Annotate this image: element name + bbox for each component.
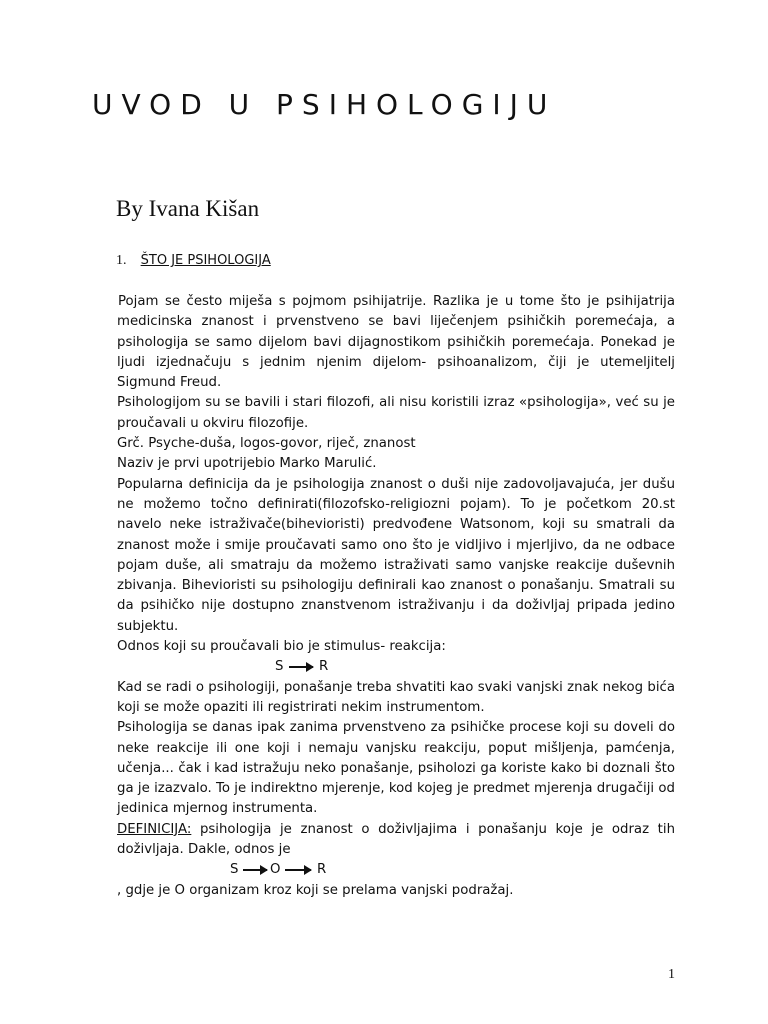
page-number: 1	[668, 967, 675, 982]
definition-text: psihologija je znanost o doživljajima i ponašanju koje je odraz tih doživljaja. Dakle, odnos je	[117, 821, 675, 858]
paragraph	[117, 454, 675, 474]
arrow-icon	[243, 869, 267, 871]
paragraph-text: Kad se radi o psihologiji, ponašanje treba shvatiti kao svaki vanjski znak nekog bića koji se može opaziti ili registrirati nekim instrumentom.	[117, 679, 675, 715]
paragraph-text: Psihologija se danas ipak zanima prvenstveno za psihičke procese koji su doveli do neke reakcije ili one koji i nemaju vanjsku reakciju, poput mišljenja, pamćenja, učenja... čak i kad istražuju neko ponašanje, psiholozi ga koriste kako bi doznali što ga je izazvalo. To je indirektno mjerenje, kod kojeg je predmet mjerenja drugačiji od jedinica mjernog instrumenta.	[117, 720, 675, 817]
stimulus-organism-response-formula	[117, 860, 675, 880]
paragraph-text: Naziv je prvi upotrijebio Marko Marulić.	[117, 456, 377, 472]
formula-s: S	[230, 862, 239, 878]
arrow-icon	[289, 666, 313, 668]
section-number: 1.	[116, 253, 127, 268]
paragraph	[117, 718, 675, 819]
definition-paragraph	[117, 820, 675, 861]
paragraph-text: Grč. Psyche-duša, logos-govor, riječ, znanost	[117, 436, 416, 452]
formula-r: R	[317, 862, 327, 878]
body-text	[117, 292, 675, 901]
formula-o: O	[270, 862, 281, 878]
document-title: UVOD U PSIHOLOGIJU	[92, 88, 557, 121]
paragraph	[117, 678, 675, 719]
paragraph	[117, 434, 675, 454]
paragraph-text: Psihologijom su se bavili i stari filozofi, ali nisu koristili izraz «psihologija», već su je proučavali u okviru filozofije.	[117, 395, 675, 431]
arrow-icon	[285, 869, 311, 871]
stimulus-response-formula	[117, 657, 675, 677]
section-heading	[116, 253, 271, 269]
paragraph	[117, 475, 675, 637]
closing-text: , gdje je O organizam kroz koji se prelama vanjski podražaj.	[117, 882, 514, 898]
formula-s: S	[275, 659, 284, 675]
author-line: By Ivana Kišan	[116, 196, 260, 221]
paragraph	[117, 637, 675, 657]
closing-line	[117, 881, 675, 901]
section-heading-text: ŠTO JE PSIHOLOGIJA	[140, 253, 271, 268]
paragraph-text: Pojam se često miješa s pojmom psihijatrije. Razlika je u tome što je psihijatrija medicinska znanost i prvenstveno se bavi liječenjem psihičkih poremećaja, a psihologija se samo dijelom bavi dijagnostikom psihičkih poremećaja. Ponekad je ljudi izjednačuju s jednim njenim dijelom- psihoanalizom, čiji je utemeljitelj Sigmund Freud.	[117, 294, 675, 391]
paragraph	[117, 292, 675, 393]
paragraph-text: Popularna definicija da je psihologija znanost o duši nije zadovoljavajuća, jer dušu ne možemo točno definirati(filozofsko-religiozni pojam). To je početkom 20.st navelo neke istraživače(bihevioristi) predvođene Watsonom, koji su smatrali da znanost može i smije proučavati samo ono što je vidljivo i mjerljivo, da ne odbace pojam duše, ali smatraju da možemo istraživati samo vanjske reakcije duševnih zbivanja. Bihevioristi su psihologiju definirali kao znanost o ponašanju. Smatrali su da psihičko nije dostupno znanstvenom istraživanju i da doživljaj pripada jedino subjektu.	[117, 476, 675, 634]
definition-label: DEFINICIJA:	[117, 821, 192, 837]
paragraph	[117, 393, 675, 434]
paragraph-text: Odnos koji su proučavali bio je stimulus- reakcija:	[117, 639, 446, 655]
formula-r: R	[319, 659, 329, 675]
